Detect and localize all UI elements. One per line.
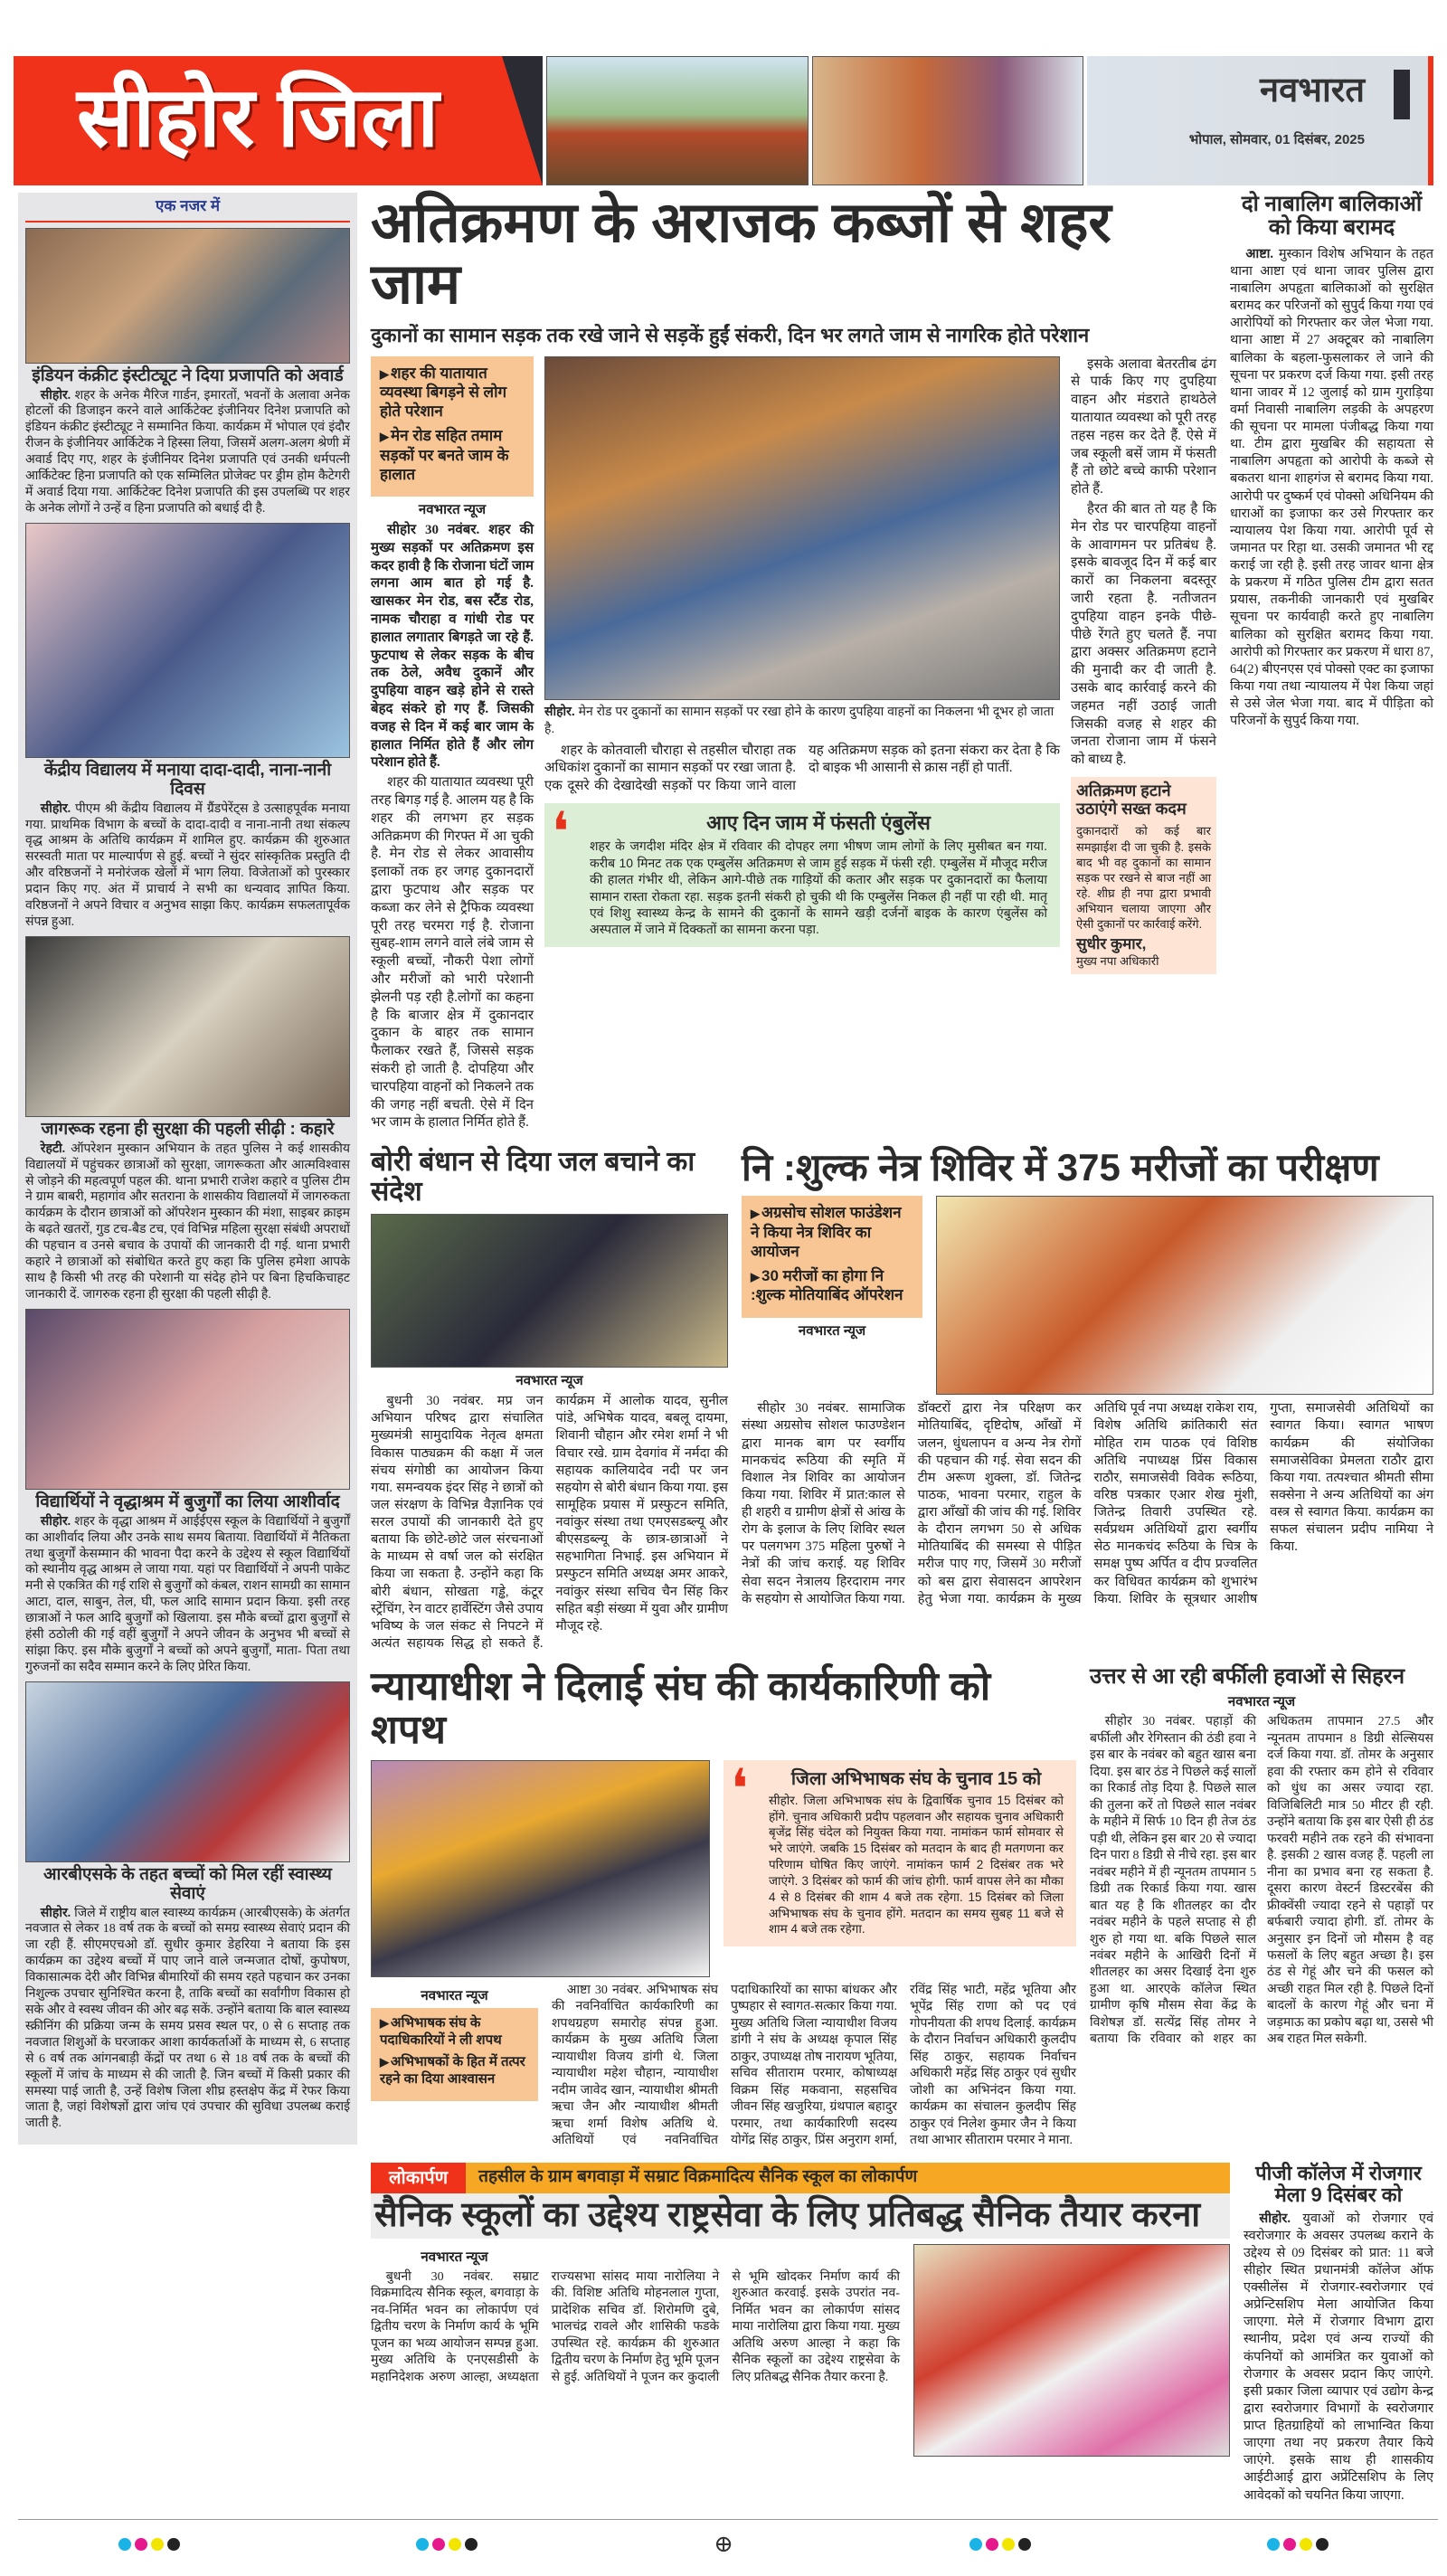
main-headline: अतिक्रमण के अराजक कब्जों से शहर जाम xyxy=(371,192,1111,317)
brief-headline: जागरूक रहना ही सुरक्षा की पहली सीढ़ी : कहारे xyxy=(41,1119,335,1139)
kicker-text: तहसील के ग्राम बगवाड़ा में सम्राट विक्रमादित्य सैनिक स्कूल का लोकार्पण xyxy=(478,2167,918,2187)
news-brief xyxy=(25,1309,350,1676)
main-col-mid xyxy=(544,743,1060,796)
judge-headline: न्यायाधीश ने दिलाई संघ की कार्यकारिणी को शपथ xyxy=(371,1664,991,1753)
main-area xyxy=(371,193,1433,2506)
kv-photo xyxy=(25,523,350,758)
section-title: सीहोर जिला xyxy=(77,71,440,164)
election-box xyxy=(724,1760,1076,1946)
brand-block xyxy=(1394,70,1410,119)
brand-logo: नवभारत xyxy=(1260,71,1365,109)
news-brief xyxy=(25,523,350,931)
award-photo xyxy=(25,228,350,364)
brief-headline: विद्यार्थियों ने वृद्धाश्रम में बुजुर्गों का लिया आशीर्वाद xyxy=(35,1492,340,1511)
caption-place: सीहोर. xyxy=(544,703,575,718)
left-column xyxy=(18,193,357,2145)
byline: नवभारत न्यूज xyxy=(515,1373,583,1389)
highlight-item: ▶ मेन रोड सहित तमाम सड़कों पर बनते जाम के हालात xyxy=(380,426,525,484)
highlight-item: ▶ अग्रसोच सोशल फाउंडेशन ने किया नेत्र शिविर का आयोजन xyxy=(751,1203,913,1261)
health-checkup-photo xyxy=(25,1681,350,1862)
brief-body: ऑपरेशन मुस्कान अभियान के तहत पुलिस ने कई शासकीय विद्यालयों में पहुंचकर छात्राओं को सुरक्षा, जागरूकता और आत्मविश्वास से जोड़ने की महत्वपूर्ण पहल की. थाना प्रभारी राजेश कहारे व पुलिस टीम ने ग्राम बाबरी, महागांव और सतराना के शासकीय विद्यालयों में जागरुकता कार्यक्रम के दौरान छात्राओं को ऑपरेशन मुस्कान की मंशा, साइबर क्राइम के बढ़ते खतरों, गुड टच-बैड टच, एवं विभिन्न महिला सुरक्षा संबंधी अपराधों की पहचान व उनसे बचाव के उपायों की जानकारी दी गई. थाना प्रभारी कहारे ने छात्राओं को संबोधित करते हुए कहा कि पुलिस हमेशा आपके साथ है किसी भी तरह की परेशानी या संदेह होने पर बिना हिचकिचाहट जानकारी दें. जागरुक रहना ही सुरक्षा की पहली सीढ़ी है. xyxy=(25,1141,351,1302)
story-body: सीहोर 30 नवंबर. सामाजिक संस्था अग्रसोच सोशल फाउण्डेशन द्वारा मानक बाग पर स्वर्गीय मानकचंद रूठिया की स्मृति में विशाल नेत्र शिविर का आयोजन किया गया. शिविर में प्रात:काल से ही शहरी व ग्रामीण क्षेत्रों से आंख के रोग के इलाज के लिए शिविर स्थल पर पलगभग 375 महिला पुरुषों ने नेत्रों की जांच कराई. यह शिविर सेवा सदन नेत्रालय हिरदाराम नगर के सहयोग से आयोजित किया गया. डॉक्टरों द्वारा नेत्र परिक्षण कर मोतियाबिंद, दृष्टिदोष, आँखों में जलन, धुंधलापन व अन्य नेत्र रोगों की पहचान की गई. सेवा सदन की टीम अरूण शुक्ला, डॉ. जितेन्द्र पाठक, भावना परमार, राहुल के द्वारा आँखों की जांच की गई. शिविर के दौरान लगभग 50 से अधिक मोतियाबिंद की समस्या से पीड़ित मरीज पाए गए, जिसमें 30 मरीजों को बस द्वारा सेवासदन आपरेशन हेतु भेजा गया. कार्यक्रम के मुख्य अतिथि पूर्व नपा अध्यक्ष राकेश राय, विशेष अतिथि क्रांतिकारी संत मोहित राम पाठक एवं विशिष्ठ अतिथि नपाध्यक्ष प्रिंस विकास राठौर, समाजसेवी विवेक रूठिया, वरिष्ठ पत्रकार एआर शेख मुंशी, जितेन्द्र तिवारी उपस्थित रहे. सर्वप्रथम अतिथियों द्वारा स्वर्गीय सेठ मानकचंद रूठिया के चित्र के समक्ष पुष्प अर्पित व दीप प्रज्वलित कर विधिवत कार्यक्रम को शुभारंभ किया. शिविर के सूत्रधार आशीष गुप्ता, समाजसेवी अतिथियों का स्वागत किया। स्वागत भाषण कार्यक्रम की संयोजिका समाजसेविका प्रेमलता राठौर द्वारा किया गया. तत्पश्चात श्रीमती सीमा सक्सेना ने अन्य अतिथियों का अंग वस्त्र से स्वागत किया. कार्यक्रम का सफल संचालन प्रदीप नामिया ने किया. xyxy=(742,1401,1433,1606)
sainik-story xyxy=(371,2163,1230,2457)
main-center xyxy=(544,356,1060,947)
eye-highlights xyxy=(742,1196,922,1317)
section-banner xyxy=(14,56,543,185)
cmo-quote-box xyxy=(1071,777,1216,974)
judge-highlights xyxy=(371,2008,538,2101)
crowd-photo xyxy=(812,56,1083,185)
box-title: जिला अभिभाषक संघ के चुनाव 15 को xyxy=(790,1768,1042,1789)
news-brief xyxy=(25,936,350,1303)
paragraph: शहर के कोतवाली चौराहा से तहसील चौराहा तक अधिकांश दुकानों का सामान सड़कों पर रखा जाता है. एक दूसरे की देखादेखी सड़कों पर किया जाने वाला यह अतिक्रमण सड़क को इतना संकरा कर देता है कि दो बाइक भी आसानी से क्रास नहीं हो पातीं. xyxy=(544,743,1060,794)
story-body: मुस्कान विशेष अभियान के तहत थाना आष्टा एवं थाना जावर पुलिस द्वारा नाबालिग अपहृता बालिकाओं को सुरक्षित बरामद कर परिजनों को सुपुर्द किया गया एवं आरोपियों को गिरफ्तार कर जेल भेजा गया. थाना आष्टा में 27 अक्टूबर को नाबालिग बालिका के बहला-फुसलाकर ले जाने की सूचना पर प्रकरण दर्ज किया गया. इसी तरह थाना जावर में 12 जुलाई को ग्राम गुराड़िया वर्मा निवासी नाबालिग लड़की के अपहरण की सूचना पर मामला पंजीबद्ध किया गया था. टीम द्वारा मुखबिर की सहायता से नाबालिग अपहृता को आरोपी के कब्जे से बकतरा थाना शाहगंज से बरामद किया गया. आरोपी पर दुष्कर्म एवं पोक्सो अधिनियम की धाराओं का इजाफा कर उसे गिरफ्तार कर न्यायालय पेश किया गया. आरोपी पूर्व से जमानत पर रिहा था. उसकी जमानत भी रद्द कराई जा रही है. इसी तरह जावर थाना क्षेत्र के प्रकरण में गठित पुलिस टीम द्वारा सतत प्रयास, तकनीकी जानकारी एवं मुखबिर सूचना पर कार्यवाही करते हुए नाबालिग बालिका को सुरक्षित बरामद किया गया. आरोपी को गिरफ्तार कर प्रकरण में धारा 87, 64(2) बीएनएस एवं पोक्सो एक्ट का इजाफा किया गया तथा न्यायालय में पेश किया जहां से उसे जेल भेजा गया. बाद में पीड़िता को परिजनों के सुपुर्द किया गया. xyxy=(1230,246,1434,729)
quote-designation: मुख्य नपा अधिकारी xyxy=(1076,954,1159,969)
news-brief xyxy=(25,1681,350,2132)
story-headline: पीजी कॉलेज में रोजगार मेला 9 दिसंबर को xyxy=(1255,2162,1422,2207)
box-title: आए दिन जाम में फंसती एंबुलेंस xyxy=(706,810,931,834)
masthead-area xyxy=(1087,56,1433,185)
brief-body: शहर के वृद्धा आश्रम में आईईएस स्कूल के विद्यार्थियों ने बुजुर्गों का आशीर्वाद लिया और उनके साथ समय बिताया. विद्यार्थियों में नैतिकता तथा बुजुर्गों केसम्मान की भावना पैदा करने के उद्देश्य से स्कूल विद्यार्थियों को स्थानीय वृद्ध आश्रम ले जाया गया. यहां पर विद्यार्थियों ने अपनी पाकेट मनी से एकत्रित की गई राशि से बुजुर्गों को कंबल, राशन सामग्री का सामान आटा, दाल, साबुन, तेल, घी, फल आदि सामान प्रदान किया. इसी तरह छात्राओं ने फल आदि बुजुर्गों को खिलाया. इस मौके बच्चों द्वारा बुजुर्गों से हंसी ठठोली की गई वहीं बुजुर्गों ने अपने जीवन के अनुभव भी बच्चों से सांझा किए. इस मौके बुजुर्गों ने बच्चों को अपने बुजुर्गों, माता- पिता तथा गुरुजनों का सदैव सम्मान करने के लिए प्रेरित किया. xyxy=(25,1514,351,1674)
header xyxy=(14,56,1433,185)
place: सीहोर. xyxy=(40,388,71,402)
old-age-home-photo xyxy=(25,1309,350,1490)
color-registration-marks xyxy=(416,2538,478,2551)
color-registration-marks xyxy=(969,2538,1031,2551)
place: सीहोर. xyxy=(40,801,71,816)
box-body: शहर के जगदीश मंदिर क्षेत्र में रविवार की दोपहर लगा भीषण जाम लोगों के लिए मुसीबत बन गया. करीब 10 मिनट तक एक एम्बुलेंस अतिक्रमण से जाम हुई सड़क में फंसी रही. एम्बुलेंस में मौजूद मरीज की हालत गंभीर थी, लेकिन आगे-पीछे तक गाड़ियों की कतार और सड़क पर दुकानदारों का फैलाया सामान रास्ता रोकता रहा. सड़क इतनी संकरी हो चुकी थी कि एम्बुलेंस निकल ही नहीं पा रही थी. मातृ एवं शिशु स्वास्थ्य केन्द्र के सामने की दुकानों के सामने खड़ी दर्जनों बाइक के कारण एंबुलेंस को अस्पताल में जाने में दिक्कतों का सामना करना पड़ा. xyxy=(590,838,1047,937)
paragraph: शहर की यातायात व्यवस्था पूरी तरह बिगड़ गई है. आलम यह है कि शहर की लगभग हर सड़क अतिक्रमण की गिरफ्त में आ चुकी है. मेन रोड से लेकर आवासीय इलाकों तक हर जगह दुकानदारों द्वारा फुटपाथ और सड़क पर कब्जा कर लेने से ट्रैफिक व्यवस्था पूरी तरह चरमरा गई है. रोजाना सुबह-शाम लगने वाले लंबे जाम से स्कूली बच्चों, नौकरी पेशा लोगों और मरीजों को भारी परेशानी झेलनी पड़ रही है.लोगों का कहना है कि बाजार क्षेत्र में दुकानदार दुकान के बाहर तक सामान फैलाकर रखते हैं, जिससे सड़क संकरी हो जाती है. दोपहिया और चारपहिया वाहनों को निकलने तक की जगह नहीं बचती. ऐसे में दिन भर जाम के हालात निर्मित होते हैं. xyxy=(371,775,534,1131)
brief-body: जिले में राष्ट्रीय बाल स्वास्थ्य कार्यक्रम (आरबीएसके) के अंतर्गत नवजात से लेकर 18 वर्ष तक के बच्चों को समग्र स्वास्थ्य सेवाएं प्रदान की जा रही हैं. सीएमएचओ डॉ. सुधीर कुमार डेहरिया ने बताया कि इस कार्यक्रम का उद्देश्य बच्चों में पाए जाने वाले जन्मजात दोषों, कुपोषण, विकासात्मक देरी और विभिन्न बीमारियों की समय रहते पहचान कर उनका निशुल्क उपचार सुनिश्चित करना है, ताकि बच्चों का सर्वांगीण विकास हो सके और वे स्वस्थ जीवन की ओर बढ़ सकें. उन्होंने बताया कि बाल स्वास्थ्य स्क्रीनिंग की प्रक्रिया जन्म के समय प्रसव स्थल पर, 0 से 6 सप्ताह तक नवजात शिशुओं के घरजाकर आशा कार्यकर्ताओं के माध्यम से, 6 सप्ताह से 6 वर्ष तक आंगनबाड़ी केंद्रों पर तथा 6 से 18 वर्ष तक के बच्चों की स्कूलों में जांच के माध्यम से की जाती है. जिन बच्चों में किसी प्रकार की समस्या पाई जाती है, उन्हें विशेष जिला शीघ्र हस्तक्षेप केंद्र में रेफर किया जाता है, जहां विशेषज्ञों द्वारा जांच एवं उपचार की सुविधा उपलब्ध कराई जाती है. xyxy=(25,1906,350,2131)
story-headline: दो नाबालिग बालिकाओं को किया बरामद xyxy=(1241,192,1423,241)
byline: नवभारत न्यूज xyxy=(1227,1694,1296,1710)
story-body: युवाओं को रोजगार एवं स्वरोजगार के अवसर उपलब्ध कराने के उद्देश्य से 09 दिसंबर को प्रात: 11 बजे सीहोर स्थित प्रधानमंत्री कॉलेज ऑफ एक्सीलेंस में रोजगार-स्वरोजगार एवं अप्रेन्टिसशिप मेला आयोजित किया जाएगा. मेले में रोजगार विभाग द्वारा स्थानीय, प्रदेश एवं अन्य राज्यों की कंपनियों को आमंत्रित कर युवाओं को रोजगार के अवसर प्रदान किए जाएंगे. इसी प्रकार जिला व्यापार एवं उद्योग केन्द्र द्वारा स्वरोजगार विभागों के स्वरोजगार प्राप्त हितग्राहियों को लाभान्वित किया जाएगा तथा नए प्रकरण तैयार किये जाएंगे. इसके साथ ही शासकीय आईटीआई द्वारा अप्रेंटिसशिप के लिए आवेदकों को चयनित किया जाएगा. xyxy=(1244,2211,1434,2503)
crosshair-icon: ⊕ xyxy=(714,2530,733,2557)
main-col-right xyxy=(1071,356,1216,975)
quote-icon: ❛ xyxy=(731,1758,749,1819)
brief-headline: इंडियन कंक्रीट इंस्टीट्यूट ने दिया प्रजापति को अवार्ड xyxy=(32,365,344,385)
place: आष्टा. xyxy=(1245,246,1274,261)
box-body: सीहोर. जिला अभिभाषक संघ के द्विवार्षिक चुनाव 15 दिसंबर को होंगे. चुनाव अधिकारी प्रदीप पहलवान और सहायक चुनाव अधिकारी बृजेंद्र सिंह चंदेल को नियुक्त किया गया. नामांकन फार्म सोमवार से भरे जाएंगे. जबकि 15 दिसंबर को मतदान के बाद ही मतगणना कर परिणाम घोषित किए जाएंगे. नामांकन फार्म 2 दिसंबर तक भरे जाएंगे. 3 दिसंबर को फार्म की जांच होगी. फार्म वापस लेने का मौका 4 से 8 दिसंबर की शाम 4 बजे तक रहेगा. 15 दिसंबर को जिला अभिभाषक संघ के चुनाव होंगे. मतदान का समय सुबह 11 बजे से शाम 4 बजे तक रहेगा. xyxy=(769,1793,1064,1937)
brief-body: शहर के अनेक मैरिज गार्डन, इमारतों, भवनों के अलावा अनेक होटलों की डिजाइन करने वाले आर्किटेक्ट इंजीनियर दिनेश प्रजापति को इंडियन कंक्रीट इंस्टीट्यूट ने सम्मानित किया. कार्यक्रम में भोपाल एवं इंदौर रीजन के इंजीनियर आर्किटेक ने हिस्सा लिया, जिसमें अलग-अलग श्रेणी में अवार्ड दिए गए, शहर के इंजीनियर दिनेश प्रजापति एवं उनकी धर्मपत्नी आर्किटेक्ट हिना प्रजापति को एक सम्मिलित प्रोजेक्ट पर ड्रीम होम कैटेगरी में अवार्ड दिया गया. आर्किटेक्ट दिनेश प्रजापति की इस उपलब्धि पर शहर के अनेक लोगों ने उन्हें व हिना प्रजापति को बधाई दी है. xyxy=(25,388,351,516)
traffic-photo xyxy=(544,356,1060,700)
temple-photo xyxy=(546,56,809,185)
brief-headline: केंद्रीय विद्यालय में मनाया दादा-दादी, नाना-नानी दिवस xyxy=(43,760,332,799)
story-headline: उत्तर से आ रही बर्फीली हवाओं से सिहरन xyxy=(1090,1664,1405,1690)
highlight-item: ▶ 30 मरीजों का होगा नि :शुल्क मोतियाबिंद ऑपरेशन xyxy=(751,1266,913,1305)
main-highlights xyxy=(371,356,534,497)
police-awareness-photo xyxy=(25,936,350,1117)
bori-bandhan-photo xyxy=(371,1214,728,1368)
page-body xyxy=(18,193,1433,2506)
color-registration-marks xyxy=(1267,2538,1329,2551)
byline: नवभारत न्यूज xyxy=(798,1322,866,1339)
byline: नवभारत न्यूज xyxy=(421,2249,488,2265)
sainik-kicker xyxy=(371,2163,1230,2193)
ambulance-quote-box xyxy=(544,803,1060,947)
place: रेहटी. xyxy=(40,1141,66,1156)
byline: नवभारत न्यूज xyxy=(421,1987,488,2003)
tag-lokarpan: लोकार्पण xyxy=(371,2163,466,2193)
eye-headline: नि :शुल्क नेत्र शिविर में 375 मरीजों का परीक्षण xyxy=(742,1146,1379,1189)
color-registration-marks xyxy=(118,2538,180,2551)
sainik-headline: सैनिक स्कूलों का उद्देश्य राष्ट्रसेवा के लिए प्रतिबद्ध सैनिक तैयार करना xyxy=(371,2193,1230,2239)
main-col1 xyxy=(371,356,534,1135)
minors-story xyxy=(1230,193,1433,732)
banner-triangle xyxy=(502,56,543,185)
cold-story xyxy=(1090,1665,1433,2050)
paragraph: हैरत की बात तो यह है कि मेन रोड पर चारपहिया वाहनों के आवागमन पर प्रतिबंध है. इसके बावजूद दिन में कई बार कारों का निकलना बदस्तूर जारी रहता है. नतीजतन दुपहिया वाहन इनके पीछे- पीछे रेंगते हुए चलते हैं. नपा द्वारा अक्सर अतिक्रमण हटाने की मुनादी कर दी जाती है. उसके बाद कार्रवाई करने की जहमत नहीं उठाई जाती जिसकी वजह से शहर की जनता रोजाना जाम में फंसने को बाध्य है. xyxy=(1071,501,1216,768)
pg-story xyxy=(1244,2163,1433,2506)
photo-caption xyxy=(544,703,1060,737)
sainik-school-photo xyxy=(913,2244,1230,2457)
highlight-item: ▶ अभिभाषक संघ के पदाधिकारियों ने ली शपथ xyxy=(380,2015,529,2050)
highlight-item: ▶ शहर की यातायात व्यवस्था बिगड़ने से लोग होते परेशान xyxy=(380,364,525,421)
story-body: बुधनी 30 नवंबर. मप्र जन अभियान परिषद द्वारा संचालित मुख्यमंत्री सामुदायिक नेतृत्व क्षमता विकास पाठ्यक्रम की कक्षा में जल संचय संगोष्ठी का आयोजन किया गया. समन्वयक इंदर सिंह ने छात्रों को जल संरक्षण के विभिन्न वैज्ञानिक एवं सरल उपायों की जानकारी देते हुए बताया कि छोटे-छोटे जल संरचनाओं के माध्यम से वर्षा जल को संरक्षित किया जा सकता है. उन्होंने कहा कि बोरी बंधान, सोखता गड्ढे, कंटूर स्ट्रेंचिंग, रेन वाटर हार्वेस्टिंग जैसे उपाय भविष्य के जल संकट से निपटने में अत्यंत सहायक सिद्ध हो सकते हैं. कार्यक्रम में आलोक यादव, सुनील पांडे, अभिषेक यादव, बबलू दायमा, शिवानी चौहान और रमेश शर्मा ने भी विचार रखे. ग्राम देवगांव में नर्मदा की सहायक कालियादेव नदी पर जन सहयोग से बोरी बंधान किया गया. इस सामूहिक प्रयास में प्रस्फुटन समिति, नवांकुर संस्था तथा एमएसडब्ल्यू और बीएसडब्ल्यू के छात्र-छात्राओं ने सहभागिता निभाई. इस अभियान में प्रस्फुटन समिति अध्यक्ष अमर आकरे, नवांकुर संस्था सचिव चैन सिंह किर सहित बड़ी संख्या में युवा और ग्रामीण मौजूद रहे. xyxy=(371,1394,728,1651)
brief-headline: आरबीएसके के तहत बच्चों को मिल रहीं स्वास्थ्य सेवाएं xyxy=(43,1864,332,1903)
caption-text: मेन रोड पर दुकानों का सामान सड़कों पर रखा होने के कारण दुपहिया वाहनों का निकलना भी दूभर हो जाता है. xyxy=(544,703,1055,735)
highlight-item: ▶ अभिभाषकों के हित में तत्पर रहने का दिया आश्वासन xyxy=(380,2054,529,2088)
quote-author: सुधीर कुमार, xyxy=(1076,934,1147,952)
byline: नवभारत न्यूज xyxy=(418,502,487,518)
box-body: दुकानदारों को कई बार समझाईश दी जा चुकी है. इसके बाद भी वह दुकानों का सामान सड़क पर रखने से बाज नहीं आ रहे. शीघ्र ही नपा द्वारा प्रभावी अभियान चलाया जाएगा और ऐसी दुकानों पर कार्रवाई करेंगे. xyxy=(1076,824,1211,932)
paragraph: इसके अलावा बेतरतीब ढंग से पार्क किए गए दुपहिया वाहन और मंडराते हाथठेले यातायात व्यवस्था को पूरी तरह तहस नहस कर देते हैं. ऐसे में जब स्कूली बसें जाम में फंसती हैं तो छोटे बच्चे काफी परेशान होते हैं. xyxy=(1071,356,1216,497)
story-body: आष्टा 30 नवंबर. अभिभाषक संघ की नवनिर्वाचित कार्यकारिणी का शपथग्रहण समारोह संपन्न हुआ. कार्यक्रम के मुख्य अतिथि जिला न्यायाधीश विजय डांगी थे. जिला न्यायाधीश महेश चौहान, न्यायाधीश नदीम जावेद खान, न्यायाधीश श्रीमती ऋचा जैन और न्यायाधीश श्रीमती ऋचा शर्मा विशेष अतिथि थे. अतिथियों एवं नवनिर्वाचित पदाधिकारियों का साफा बांधकर और पुष्पहार से स्वागत-सत्कार किया गया. मुख्य अतिथि जिला न्यायाधीश विजय डांगी ने संघ के अध्यक्ष कृपाल सिंह ठाकुर, उपाध्यक्ष तोष नारायण भूतिया, सचिव सीताराम परमार, कोषाध्यक्ष विक्रम सिंह मकवाना, सहसचिव जीवन सिंह खजुरिया, ग्रंथपाल बहादुर परमार, तथा कार्यकारिणी सदस्य योगेंद्र सिंह ठाकुर, प्रिंस अनुराग शर्मा, रविंद्र सिंह भाटी, महेंद्र भूतिया और भूपेंद्र सिंह राणा को पद एवं गोपनीयता की शपथ दिलाई. कार्यक्रम के दौरान निर्वाचन अधिकारी कुलदीप सिंह ठाकुर, सहायक निर्वाचन अधिकारी महेंद्र सिंह ठाकुर एवं सुधीर जोशी का अभिनंदन किया गया. कार्यक्रम का संचालन कुलदीप सिंह ठाकुर एवं निलेश कुमार जैन ने किया तथा आभार सीताराम परमार ने माना. xyxy=(552,1983,1076,2148)
footer-marks xyxy=(0,2520,1447,2576)
main-subheadline: दुकानों का सामान सड़क तक रखे जाने से सड़कें हुईं संकरी, दिन भर लगते जाम से नागरिक होते परेशान xyxy=(371,324,1090,347)
story-body: सीहोर 30 नवंबर. पहाड़ों की बर्फीली और रेगिस्तान की ठंडी हवा ने इस बार के नवंबर को बहुत खास बना दिया. इस बार ठंड ने पिछले कई सालों का रिकार्ड तोड़ दिया है. पिछले साल की तुलना करें तो पिछले साल नवंबर के महीने में सिर्फ 10 दिन ही तेज ठंड पड़ी थी, लेकिन इस बार 20 से ज्यादा दिन पारा 8 डिग्री से नीचे रहा. इस बार नवंबर महीने में ही न्यूनतम तापमान 5 डिग्री तक रिकार्ड किया गया. खास बात यह है कि शीतलहर का दौर नवंबर महीने के पहले सप्ताह से ही शुरु हो गया था. बकि पिछले साल नवंबर महीने के आखिरी दिनों में शीतलहर का असर दिखाई देना शुरु हुआ था. आरएके कॉलेज स्थित ग्रामीण कृषि मौसम सेवा केंद्र के विशेषज्ञ डॉ. सत्येंद्र सिंह तोमर ने बताया कि रविवार को शहर का अधिकतम तापमान 27.5 और न्यूनतम तापमान 8 डिग्री सेल्सियस दर्ज किया गया. डॉ. तोमर के अनुसार हवा की रफ्तार कम होने से रविवार को धुंध का असर ज्यादा रहा. विजिबिलिटी मात्र 50 मीटर ही रही. उन्होंने बताया कि इस बार ऐसी ही ठंड फरवरी महीने तक रहने की संभावना है. इसकी 2 खास वजह हैं. पहली ला नीना का प्रभाव बना रह सकता है. दूसरा कारण वेस्टर्न डिस्टरबेंस की फ्रीक्वेंसी ज्यादा रहने से पहाड़ों पर बर्फबारी ज्यादा होगी. डॉ. तोमर के अनुसार इन दिनों जो मौसम है वह फसलों के लिए बहुत अच्छा है। इस ठंड से गेहूं और चने की फसल को अच्छी राहत मिल रही है. पिछले दिनों बादलों के कारण गेहूं और चना में जड़माऊ का प्रकोप बढ़ा था, उससे भी अब राहत मिल सकेगी. xyxy=(1090,1715,1433,2047)
judge-oath-photo xyxy=(371,1760,710,1977)
place: सीहोर. xyxy=(1259,2211,1291,2226)
brief-body: पीएम श्री केंद्रीय विद्यालय में ग्रैंडपेरेंट्स डे उत्साहपूर्वक मनाया गया. प्राथमिक विभाग के बच्चों के दादा-दादी व नाना-नानी तथा संकल्प वृद्ध आश्रम के अतिथि कार्यक्रम में शामिल हुए. कार्यक्रम की शुरुआत सरस्वती माता पर माल्यार्पण से हुई. बच्चों ने सुंदर सांस्कृतिक प्रस्तुति दी और वरिष्ठजनों ने मनोरंजक खेलों में भाग लिया. विजेताओं को पुरस्कार प्रदान किए गए. अंत में प्राचार्य ने सभी का धन्यवाद ज्ञापित किया. वरिष्ठजनों ने अपने विचार व अनुभव साझा किए. कार्यक्रम सफलतापूर्वक संपन्न हुआ. xyxy=(25,801,351,929)
quote-icon: ❛ xyxy=(552,801,570,862)
column-title: एक नजर में xyxy=(25,193,350,223)
eye-story xyxy=(742,1147,1433,1608)
place: सीहोर. xyxy=(40,1514,71,1529)
news-brief xyxy=(25,228,350,517)
story-body: बुधनी 30 नवंबर. सम्राट विक्रमादित्य सैनिक स्कूल, बगवाड़ा के नव-निर्मित भवन का लोकार्पण एवं द्वितीय चरण के निर्माण कार्य के भूमि पूजन का भव्य आयोजन सम्पन्न हुआ. मुख्य अतिथि के एनएसडीसी के महानिदेशक अरुण आल्हा, अध्यक्षता राज्यसभा सांसद माया नारोलिया ने की. विशिष्ट अतिथि मोहनलाल गुप्ता, प्रादेशिक सचिव डॉ. शिरोमणि दुबे, भालचंद्र रावले और शासिकी फडके उपस्थित रहे. कार्यक्रम की शुरुआत द्वितीय चरण के निर्माण हेतु भूमि पूजन से हुई. अतिथियों ने पूजन कर कुदाली से भूमि खोदकर निर्माण कार्य की शुरुआत करवाई. इसके उपरांत नव-निर्मित भवन का लोकार्पण सांसद माया नारोलिया द्वारा किया गया. मुख्य अतिथि अरुण आल्हा ने कहा कि सैनिक स्कूलों का उद्देश्य राष्ट्रसेवा के लिए प्रतिबद्ध सैनिक तैयार करना है. xyxy=(371,2269,900,2384)
judge-story xyxy=(371,1665,1076,2150)
box-title: अतिक्रमण हटाने उठाएंगे सख्त कदम xyxy=(1076,781,1187,818)
dateline: भोपाल, सोमवार, 01 दिसंबर, 2025 xyxy=(1188,132,1365,147)
eye-camp-photo xyxy=(936,1196,1433,1395)
place: सीहोर. xyxy=(40,1906,71,1920)
paragraph: सीहोर 30 नवंबर. शहर की मुख्य सड़कों पर अतिक्रमण इस कदर हावी है कि रोजाना घंटों जाम लगना आम बात हो गई है. खासकर मेन रोड, बस स्टैंड रोड, नामक चौराहा व गांधी रोड पर हालात लगातार बिगड़ते जा रहे हैं. फुटपाथ से लेकर सड़क के बीच तक ठेले, अवैध दुकानें और दुपहिया वाहन खड़े होने से रास्ते बेहद संकरे हो गए हैं. जिसकी वजह से दिन में कई बार जाम के हालात निर्मित होते हैं और लोग परेशान होते हैं. xyxy=(371,523,534,771)
main-story xyxy=(371,193,1216,1134)
bori-story xyxy=(371,1147,728,1653)
bori-headline: बोरी बंधान से दिया जल बचाने का संदेश xyxy=(371,1147,695,1208)
